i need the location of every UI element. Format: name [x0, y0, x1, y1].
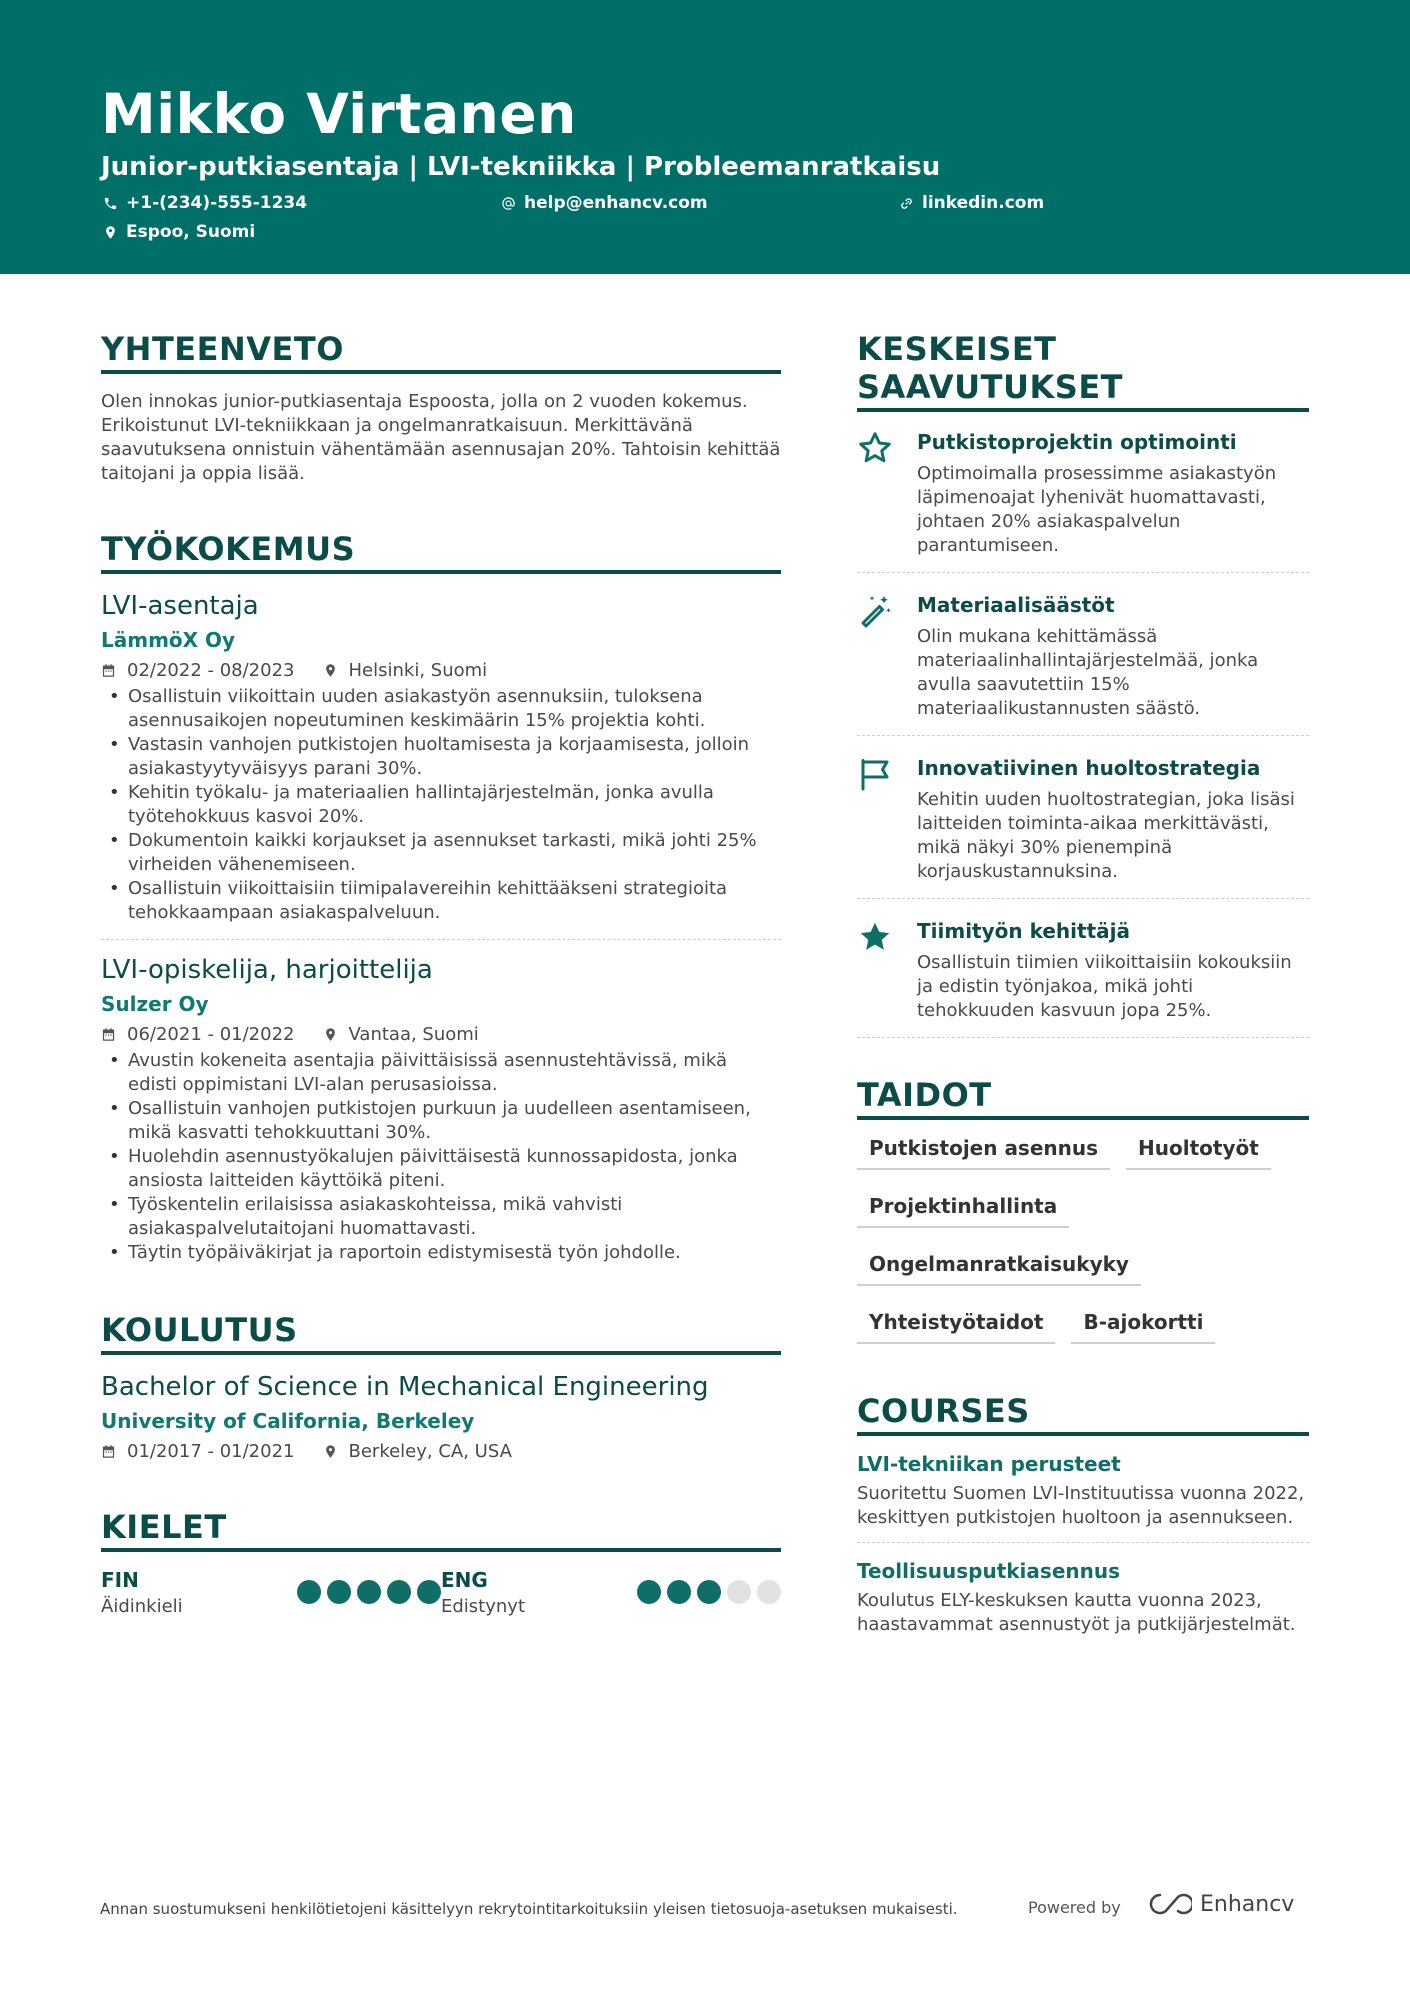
- course-item: [857, 1452, 1309, 1543]
- job-dates: 02/2022 - 08/2023: [127, 660, 295, 681]
- job-bullet: • Kehitin työkalu- ja materiaalien hallintajärjestelmän, jonka avulla työtehokkuus kasvoi 20%.: [101, 781, 781, 829]
- rating-dot: [297, 1580, 321, 1604]
- job-bullet: • Osallistuin viikoittain uuden asiakastyön asennuksiin, tuloksena asennusaikojen nopeutuminen keskimäärin 15% projektia kohti.: [101, 685, 781, 733]
- phone-icon: [103, 196, 118, 211]
- education-location-text: Berkeley, CA, USA: [348, 1441, 512, 1462]
- powered-by-text: Powered by: [1028, 1898, 1121, 1917]
- achievement-item: [857, 412, 1309, 573]
- contact-linkedin[interactable]: [899, 193, 1044, 213]
- course-item: [857, 1543, 1309, 1637]
- star-filled-icon: [857, 919, 893, 955]
- calendar-icon: [101, 663, 116, 678]
- rating-dot: [387, 1580, 411, 1604]
- map-pin-icon: [323, 663, 338, 678]
- location-text: Espoo, Suomi: [126, 222, 256, 242]
- summary-text: Olen innokas junior-putkiasentaja Espoosta, jolla on 2 vuoden kokemus. Erikoistunut LVI-tekniikkaan ja ongelmanratkaisuun. Merkittävänä saavutuksena onnistuin vähentämään asennusajan 20%. Tahtoisin kehittää taitojani ja oppia lisää.: [101, 391, 781, 484]
- job-entry: [101, 590, 781, 925]
- job-bullet: • Huolehdin asennustyökalujen päivittäisestä kunnossapidosta, jonka ansiosta laitteiden käyttöikä piteni.: [101, 1145, 781, 1193]
- achievement-desc: Optimoimalla prosessimme asiakastyön läpimenoajat lyhenivät huomattavasti, johtaen 20% asiakaspalvelun parantumiseen.: [917, 463, 1277, 556]
- contact-phone[interactable]: [103, 193, 307, 213]
- linkedin-text: linkedin.com: [922, 193, 1045, 213]
- courses-heading: COURSES: [857, 1392, 1309, 1436]
- achievement-title: Putkistoprojektin optimointi: [917, 430, 1237, 454]
- education-meta: [101, 1441, 781, 1462]
- map-pin-icon: [323, 1027, 338, 1042]
- languages-heading: KIELET: [101, 1508, 781, 1552]
- course-desc: Suoritettu Suomen LVI-Instituutissa vuonna 2022, keskittyen putkistojen huoltoon ja asennukseen.: [857, 1483, 1305, 1528]
- right-column: [857, 330, 1309, 1637]
- language-name: FIN: [101, 1568, 139, 1592]
- achievement-item: [857, 573, 1309, 736]
- rating-dot: [637, 1580, 661, 1604]
- brand-logo[interactable]: [1146, 1891, 1294, 1917]
- skill-tag: Putkistojen asennus: [857, 1136, 1110, 1170]
- language-name: ENG: [441, 1568, 488, 1592]
- education-school: University of California, Berkeley: [101, 1409, 475, 1433]
- skill-tag: Yhteistyötaidot: [857, 1310, 1055, 1344]
- magic-wand-icon: [857, 593, 893, 629]
- job-location-text: Helsinki, Suomi: [348, 660, 488, 681]
- phone-text: +1-(234)-555-1234: [126, 193, 308, 213]
- achievement-desc: Osallistuin tiimien viikoittaisiin kokouksiin ja edistin työnjakoa, mikä johti tehokkuuden kasvuun jopa 25%.: [917, 952, 1292, 1021]
- summary-heading: YHTEENVETO: [101, 330, 781, 374]
- job-bullets: [101, 1049, 781, 1265]
- job-role: LVI-asentaja: [101, 591, 259, 621]
- skill-tag: Huoltotyöt: [1126, 1136, 1271, 1170]
- enhancv-logo-icon: [1146, 1891, 1192, 1917]
- job-bullet: • Vastasin vanhojen putkistojen huoltamisesta ja korjaamisesta, jolloin asiakastyytyväisyys parani 30%.: [101, 733, 781, 781]
- achievement-title: Tiimityön kehittäjä: [917, 919, 1130, 943]
- language-item: [441, 1568, 781, 1616]
- link-icon: [899, 196, 914, 211]
- rating-dot: [667, 1580, 691, 1604]
- job-location: [323, 1024, 479, 1045]
- rating-dot: [327, 1580, 351, 1604]
- flag-icon: [857, 756, 893, 792]
- skill-tag: Ongelmanratkaisukyky: [857, 1252, 1141, 1286]
- achievement-title: Innovatiivinen huoltostrategia: [917, 756, 1261, 780]
- education-location: [323, 1441, 512, 1462]
- job-company: LämmöX Oy: [101, 628, 236, 652]
- job-dates: 06/2021 - 01/2022: [127, 1024, 295, 1045]
- achievement-desc: Olin mukana kehittämässä materiaalinhallintajärjestelmää, jonka avulla saavutettiin 15% materiaalikustannusten säästö.: [917, 626, 1259, 719]
- language-rating: [637, 1580, 781, 1604]
- achievements-heading: KESKEISET SAAVUTUKSET: [857, 330, 1309, 412]
- experience-heading: TYÖKOKEMUS: [101, 530, 781, 574]
- job-bullet: • Täytin työpäiväkirjat ja raportoin edistymisestä työn johdolle.: [101, 1241, 781, 1265]
- job-bullets: [101, 685, 781, 925]
- at-icon: [501, 196, 516, 211]
- job-role: LVI-opiskelija, harjoittelija: [101, 955, 433, 985]
- contact-email[interactable]: [501, 193, 708, 213]
- candidate-name: Mikko Virtanen: [101, 82, 577, 146]
- achievement-item: [857, 736, 1309, 899]
- achievement-item: [857, 899, 1309, 1038]
- job-bullet: • Avustin kokeneita asentajia päivittäisissä asennustehtävissä, mikä edisti oppimistani LVI-alan perusasioissa.: [101, 1049, 781, 1097]
- header-banner: [0, 0, 1410, 274]
- job-entry: [101, 954, 781, 1265]
- candidate-headline: Junior-putkiasentaja | LVI-tekniikka | Probleemanratkaisu: [101, 152, 941, 182]
- map-pin-icon: [103, 225, 118, 240]
- calendar-icon: [101, 1027, 116, 1042]
- job-bullet: • Työskentelin erilaisissa asiakaskohteissa, mikä vahvisti asiakaspalvelutaitojani huomattavasti.: [101, 1193, 781, 1241]
- job-meta: [101, 660, 781, 681]
- skills-list: [857, 1136, 1309, 1344]
- map-pin-icon: [323, 1444, 338, 1459]
- brand-name: Enhancv: [1200, 1891, 1295, 1917]
- job-bullet: • Osallistuin viikoittaisiin tiimipalavereihin kehittääkseni strategioita tehokkaampaan asiakaspalveluun.: [101, 877, 781, 925]
- education-dates: 01/2017 - 01/2021: [127, 1441, 295, 1462]
- job-company: Sulzer Oy: [101, 992, 209, 1016]
- consent-text: Annan suostumukseni henkilötietojeni käsittelyyn rekrytointitarkoituksiin yleisen tietosuoja-asetuksen mukaisesti.: [100, 1900, 958, 1918]
- language-item: [101, 1568, 441, 1616]
- rating-dot: [757, 1580, 781, 1604]
- skill-tag: B-ajokortti: [1071, 1310, 1215, 1344]
- skill-tag: Projektinhallinta: [857, 1194, 1069, 1228]
- rating-dot: [417, 1580, 441, 1604]
- job-meta: [101, 1024, 781, 1045]
- star-outline-icon: [857, 430, 893, 466]
- education-degree: Bachelor of Science in Mechanical Engineering: [101, 1372, 709, 1402]
- calendar-icon: [101, 1444, 116, 1459]
- language-rating: [297, 1580, 441, 1604]
- course-title: LVI-tekniikan perusteet: [857, 1452, 1121, 1476]
- achievement-desc: Kehitin uuden huoltostrategian, joka lisäsi laitteiden toiminta-aikaa merkittävästi, mikä näkyi 30% pienempinä korjauskustannuksina.: [917, 789, 1295, 882]
- language-level: Edistynyt: [441, 1596, 526, 1617]
- job-location-text: Vantaa, Suomi: [348, 1024, 479, 1045]
- divider: [101, 939, 781, 940]
- rating-dot: [727, 1580, 751, 1604]
- course-desc: Koulutus ELY-keskuksen kautta vuonna 2023, haastavammat asennustyöt ja putkijärjestelmät.: [857, 1590, 1296, 1635]
- job-bullet: • Dokumentoin kaikki korjaukset ja asennukset tarkasti, mikä johti 25% virheiden vähenemiseen.: [101, 829, 781, 877]
- contact-location: [103, 222, 255, 242]
- job-bullet: • Osallistuin vanhojen putkistojen purkuun ja uudelleen asentamiseen, mikä kasvatti tehokkuuttani 30%.: [101, 1097, 781, 1145]
- email-text: help@enhancv.com: [524, 193, 708, 213]
- left-column: [101, 330, 781, 1616]
- skills-heading: TAIDOT: [857, 1076, 1309, 1120]
- rating-dot: [697, 1580, 721, 1604]
- languages-list: [101, 1568, 781, 1616]
- language-level: Äidinkieli: [101, 1596, 183, 1617]
- job-location: [323, 660, 488, 681]
- achievement-title: Materiaalisäästöt: [917, 593, 1115, 617]
- course-title: Teollisuusputkiasennus: [857, 1559, 1120, 1583]
- education-heading: KOULUTUS: [101, 1311, 781, 1355]
- rating-dot: [357, 1580, 381, 1604]
